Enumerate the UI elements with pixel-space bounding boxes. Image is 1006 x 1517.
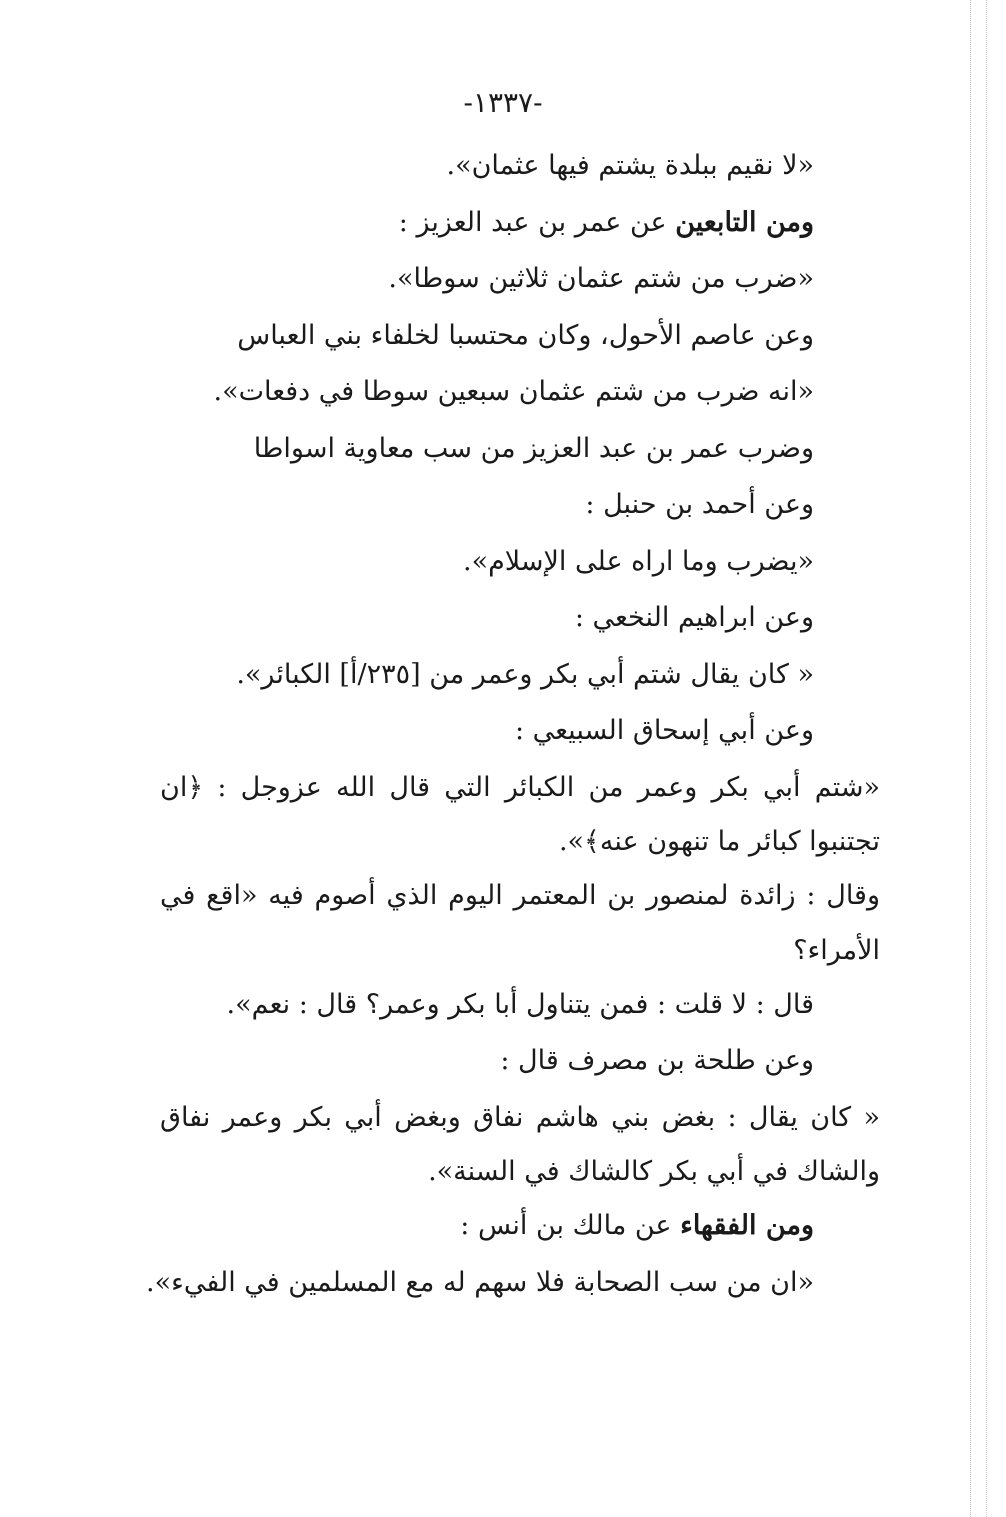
line-text: « كان يقال شتم أبي بكر وعمر من [٢٣٥/أ] الكبائر». <box>236 658 814 690</box>
line-text: وعن عاصم الأحول، وكان محتسبا لخلفاء بني العباس <box>237 319 814 351</box>
text-line <box>160 251 880 308</box>
text-line <box>160 703 880 760</box>
line-text: « كان يقال : بغض بني هاشم نفاق وبغض أبي بكر وعمر نفاق <box>160 1101 880 1133</box>
line-text: «شتم أبي بكر وعمر من الكبائر التي قال الله عزوجل : ﴿ان <box>160 771 880 803</box>
text-line <box>160 590 880 647</box>
line-text: وعن أبي إسحاق السبيعي : <box>514 715 814 746</box>
line-text: وعن طلحة بن مصرف قال : <box>500 1045 814 1076</box>
text-line <box>160 816 880 868</box>
text-line <box>160 868 880 925</box>
text-line <box>160 308 880 365</box>
text-line <box>160 1146 880 1198</box>
bold-heading: ومن الفقهاء <box>680 1210 814 1241</box>
line-text: عن عمر بن عبد العزيز : <box>398 206 676 238</box>
text-line <box>160 364 880 421</box>
bold-heading: ومن التابعين <box>675 206 814 238</box>
line-text: وقال : زائدة لمنصور بن المعتمر اليوم الذي أصوم فيه «اقع في <box>160 880 880 911</box>
line-text: «انه ضرب من شتم عثمان سبعين سوطا في دفعات». <box>213 376 814 407</box>
text-line <box>160 647 880 704</box>
line-text: وضرب عمر بن عبد العزيز من سب معاوية اسواطا <box>253 432 814 464</box>
text-line <box>160 1090 880 1147</box>
line-text: «ضرب من شتم عثمان ثلاثين سوطا». <box>388 263 814 294</box>
text-line <box>160 421 880 478</box>
body-text <box>146 138 880 1311</box>
page-edge-line <box>970 0 971 1517</box>
text-line <box>160 925 880 977</box>
text-line <box>160 1198 880 1255</box>
line-text: «يضرب وما اراه على الإسلام». <box>462 545 814 577</box>
text-line <box>160 477 880 534</box>
text-line <box>160 195 880 252</box>
line-text: تجتنبوا كبائر ما تنهون عنه﴾». <box>558 826 880 857</box>
page-number: -١٣٣٧- <box>463 86 543 119</box>
line-text: عن مالك بن أنس : <box>460 1210 681 1241</box>
line-text: الأمراء؟ <box>793 934 880 966</box>
text-line <box>160 1033 880 1090</box>
line-text: وعن أحمد بن حنبل : <box>585 489 814 520</box>
line-text: «لا نقيم ببلدة يشتم فيها عثمان». <box>446 150 814 181</box>
text-line <box>160 760 880 817</box>
page-edge-line <box>986 0 987 1517</box>
text-line <box>160 138 880 195</box>
line-text: وعن ابراهيم النخعي : <box>574 602 814 633</box>
text-line <box>160 977 880 1034</box>
line-text: والشاك في أبي بكر كالشاك في السنة». <box>428 1156 880 1187</box>
line-text: قال : لا قلت : فمن يتناول أبا بكر وعمر؟ قال : نعم». <box>226 988 814 1020</box>
line-text: «ان من سب الصحابة فلا سهم له مع المسلمين في الفيء». <box>146 1266 814 1298</box>
text-line <box>160 534 880 591</box>
text-line <box>146 1255 880 1312</box>
